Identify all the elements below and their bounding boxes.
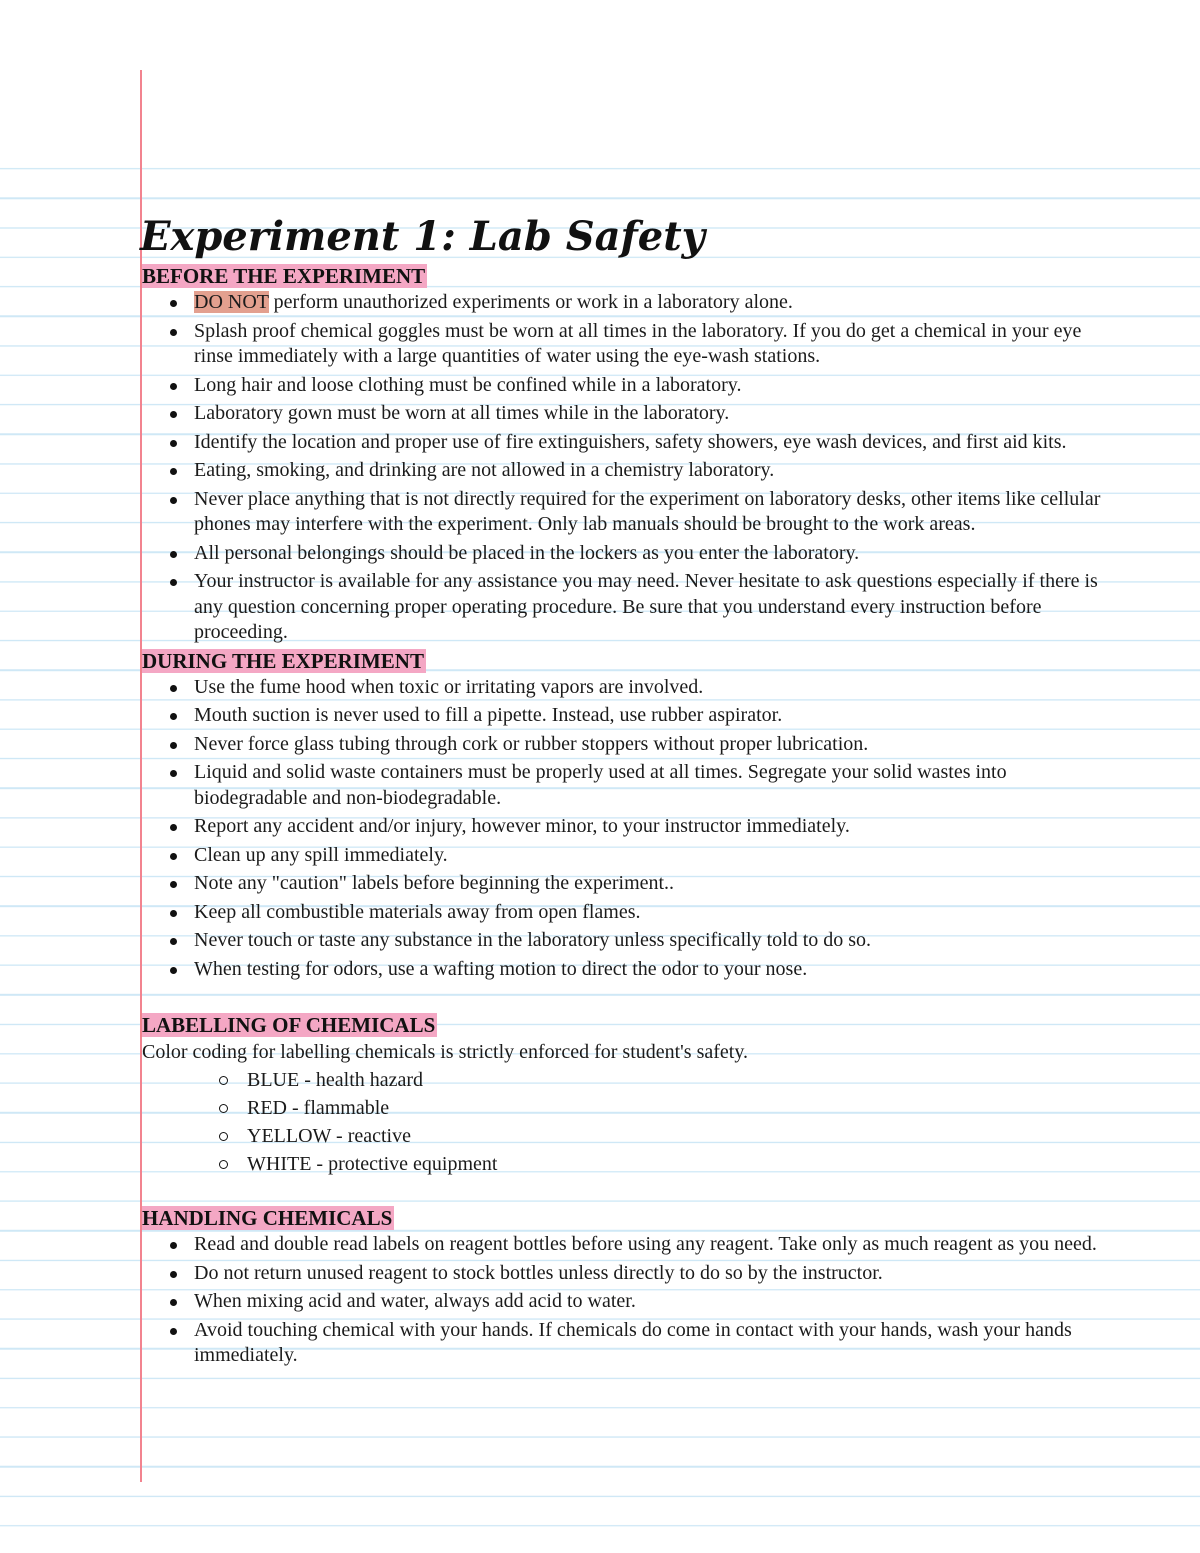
section-handling-header: [142, 1206, 1102, 1232]
section-heading-before: BEFORE THE EXPERIMENT: [142, 264, 426, 288]
page-title: Experiment 1: Lab Safety: [140, 213, 705, 260]
list-item: Clean up any spill immediately.: [194, 843, 1102, 869]
color-code-item: WHITE - protective equipment: [247, 1150, 1102, 1178]
section-before-header: [142, 264, 1102, 290]
list-item: Long hair and loose clothing must be confined while in a laboratory.: [194, 373, 1102, 399]
list-item: Note any "caution" labels before beginning the experiment..: [194, 871, 1102, 897]
section-spacer: [142, 985, 1102, 1013]
section-heading-during: DURING THE EXPERIMENT: [142, 648, 424, 673]
section-heading-handling: HANDLING CHEMICALS: [142, 1206, 393, 1230]
list-item: Your instructor is available for any assistance you may need. Never hesitate to ask questions especially if there is any question concerning proper operating procedure. Be sure that you understand every instruction before proceeding.: [194, 569, 1102, 646]
list-item: Avoid touching chemical with your hands. If chemicals do come in contact with your hands, wash your hands immediately.: [194, 1318, 1102, 1369]
notebook-page: [142, 212, 1102, 1372]
list-item: Liquid and solid waste containers must be properly used at all times. Segregate your solid wastes into biodegradable and non-biodegradable.: [194, 760, 1102, 811]
section-during-header: [142, 649, 1102, 675]
list-item: When testing for odors, use a wafting motion to direct the odor to your nose.: [194, 957, 1102, 983]
list-item: Mouth suction is never used to fill a pipette. Instead, use rubber aspirator.: [194, 703, 1102, 729]
list-item: Read and double read labels on reagent bottles before using any reagent. Take only as much reagent as you need.: [194, 1232, 1102, 1258]
list-item: Never place anything that is not directly required for the experiment on laboratory desks, other items like cellular phones may interfere with the experiment. Only lab manuals should be brought to the work areas.: [194, 487, 1102, 538]
section-heading-labelling: LABELLING OF CHEMICALS: [142, 1013, 436, 1037]
list-item: [194, 290, 1102, 316]
color-code-item: RED - flammable: [247, 1094, 1102, 1122]
during-rules-list: [142, 675, 1102, 983]
list-item: Laboratory gown must be worn at all times while in the laboratory.: [194, 401, 1102, 427]
do-not-emphasis: DO NOT: [194, 291, 269, 313]
handling-rules-list: [142, 1232, 1102, 1369]
list-item: Never touch or taste any substance in the laboratory unless specifically told to do so.: [194, 928, 1102, 954]
list-item: Report any accident and/or injury, however minor, to your instructor immediately.: [194, 814, 1102, 840]
labelling-intro: Color coding for labelling chemicals is strictly enforced for student's safety.: [142, 1041, 749, 1063]
list-item: Eating, smoking, and drinking are not allowed in a chemistry laboratory.: [194, 458, 1102, 484]
color-code-list: [142, 1066, 1102, 1178]
before-rules-list: [142, 290, 1102, 646]
list-item: All personal belongings should be placed in the lockers as you enter the laboratory.: [194, 541, 1102, 567]
list-item: Identify the location and proper use of fire extinguishers, safety showers, eye wash devices, and first aid kits.: [194, 430, 1102, 456]
list-item-text: perform unauthorized experiments or work in a laboratory alone.: [268, 291, 793, 313]
list-item: When mixing acid and water, always add acid to water.: [194, 1289, 1102, 1315]
color-code-item: BLUE - health hazard: [247, 1066, 1102, 1094]
list-item: Splash proof chemical goggles must be worn at all times in the laboratory. If you do get a chemical in your eye rinse immediately with a large quantities of water using the eye-wash stations.: [194, 319, 1102, 370]
section-spacer: [142, 1178, 1102, 1206]
page-top-blank: [0, 0, 1200, 162]
list-item: Never force glass tubing through cork or rubber stoppers without proper lubrication.: [194, 732, 1102, 758]
list-item: Do not return unused reagent to stock bottles unless directly to do so by the instructor.: [194, 1261, 1102, 1287]
section-labelling-header: [142, 1013, 1102, 1039]
color-code-item: YELLOW - reactive: [247, 1122, 1102, 1150]
list-item: Use the fume hood when toxic or irritating vapors are involved.: [194, 675, 1102, 701]
list-item: Keep all combustible materials away from open flames.: [194, 900, 1102, 926]
